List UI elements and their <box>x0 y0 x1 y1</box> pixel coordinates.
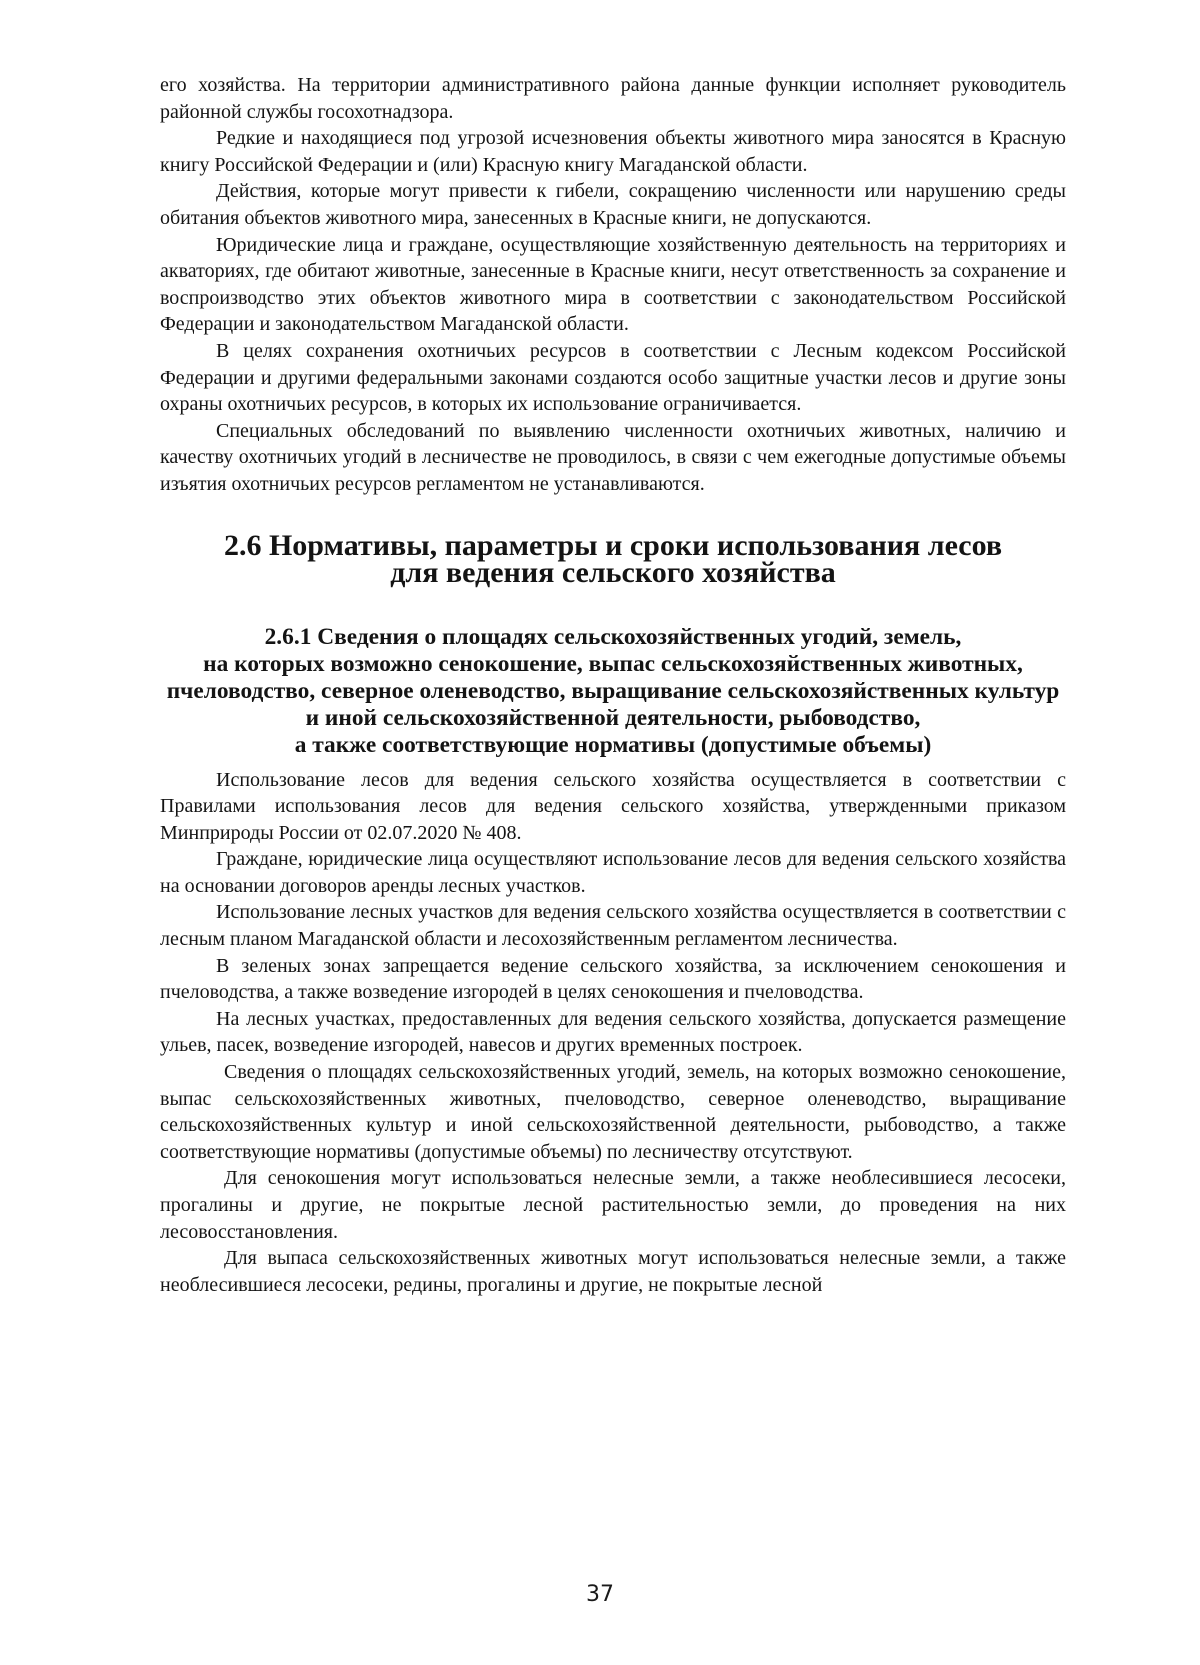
section-heading-2-6 <box>160 528 1066 589</box>
heading-line: 2.6 Нормативы, параметры и сроки использования лесов <box>223 528 1003 562</box>
paragraph-haymaking: Для сенокошения могут использоваться нелесные земли, а также необлесившиеся лесосеки, прогалины и другие, не покрытые лесной растительностью земли, до проведения на них лесовосстановления. <box>160 1167 1066 1243</box>
paragraph-forest-plan: Использование лесных участков для ведения сельского хозяйства осуществляется в соответствии с лесным планом Магаданской области и лесохозяйственным регламентом лесничества. <box>160 901 1066 951</box>
paragraph-protection-zones: В целях сохранения охотничьих ресурсов в соответствии с Лесным кодексом Российской Федерации и другими федеральными законами создаются особо защитные участки лесов и другие зоны охраны охотничьих ресурсов, в которых их использование ограничивается. <box>160 339 1066 416</box>
paragraph-temporary-structures: На лесных участках, предоставленных для ведения сельского хозяйства, допускается размещение ульев, пасек, возведение изгородей, навесов и других временных построек. <box>160 1007 1066 1057</box>
paragraph-lease-agreements: Граждане, юридические лица осуществляют использование лесов для ведения сельского хозяйства на основании договоров аренды лесных участков. <box>160 848 1066 897</box>
paragraph-responsibility: Юридические лица и граждане, осуществляющие хозяйственную деятельность на территориях и акваториях, где обитают животные, занесенные в Красные книги, несут ответственность за сохранение и воспроизводство этих объектов животного мира в соответствии с законодательством Российской Федерации и законодательством Магаданской области. <box>160 233 1066 336</box>
page-number: 37 <box>586 1582 614 1607</box>
document-page <box>160 72 1066 1298</box>
heading-line: для ведения сельского хозяйства <box>390 555 836 589</box>
heading-line: пчеловодство, северное оленеводство, выращивание сельскохозяйственных культур <box>166 677 1060 704</box>
heading-line: 2.6.1 Сведения о площадях сельскохозяйственных угодий, земель, <box>264 623 962 650</box>
paragraph-surveys: Специальных обследований по выявлению численности охотничьих животных, наличию и качеству охотничьих угодий в лесничестве не проводилось, в связи с чем ежегодные допустимые объемы изъятия охотничьих ресурсов регламентом не устанавливаются. <box>160 419 1066 495</box>
paragraph-prohibited-actions: Действия, которые могут привести к гибели, сокращению численности или нарушению среды обитания объектов животного мира, занесенных в Красные книги, не допускаются. <box>160 180 1066 229</box>
paragraph-green-zones: В зеленых зонах запрещается ведение сельского хозяйства, за исключением сенокошения и пчеловодства, а также возведение изгородей в целях сенокошения и пчеловодства. <box>160 954 1066 1004</box>
paragraph-grazing: Для выпаса сельскохозяйственных животных могут использоваться нелесные земли, а также необлесившиеся лесосеки, редины, прогалины и другие, не покрытые лесной <box>160 1247 1066 1296</box>
section-heading-2-6-1 <box>160 624 1066 759</box>
heading-line: на которых возможно сенокошение, выпас сельскохозяйственных животных, <box>203 650 1023 677</box>
paragraph-continuation: его хозяйства. На территории административного района данные функции исполняет руководитель районной службы госохотнадзора. <box>160 74 1066 123</box>
heading-line: и иной сельскохозяйственной деятельности, рыбоводство, <box>305 704 921 731</box>
heading-line: а также соответствующие нормативы (допустимые объемы) <box>294 731 932 758</box>
paragraph-forest-use-rules: Использование лесов для ведения сельского хозяйства осуществляется в соответствии с Правилами использования лесов для ведения сельского хозяйства, утвержденными приказом Минприроды России от 02.07.2020 № 408. <box>160 768 1066 844</box>
paragraph-no-data: Сведения о площадях сельскохозяйственных угодий, земель, на которых возможно сенокошение, выпас сельскохозяйственных животных, пчеловодство, северное оленеводство, выращивание сельскохозяйственных культур и иной сельскохозяйственной деятельности, рыбоводство, а также соответствующие нормативы (допустимые объемы) по лесничеству отсутствуют. <box>160 1061 1066 1163</box>
paragraph-red-book: Редкие и находящиеся под угрозой исчезновения объекты животного мира заносятся в Красную книгу Российской Федерации и (или) Красную книгу Магаданской области. <box>160 127 1066 176</box>
